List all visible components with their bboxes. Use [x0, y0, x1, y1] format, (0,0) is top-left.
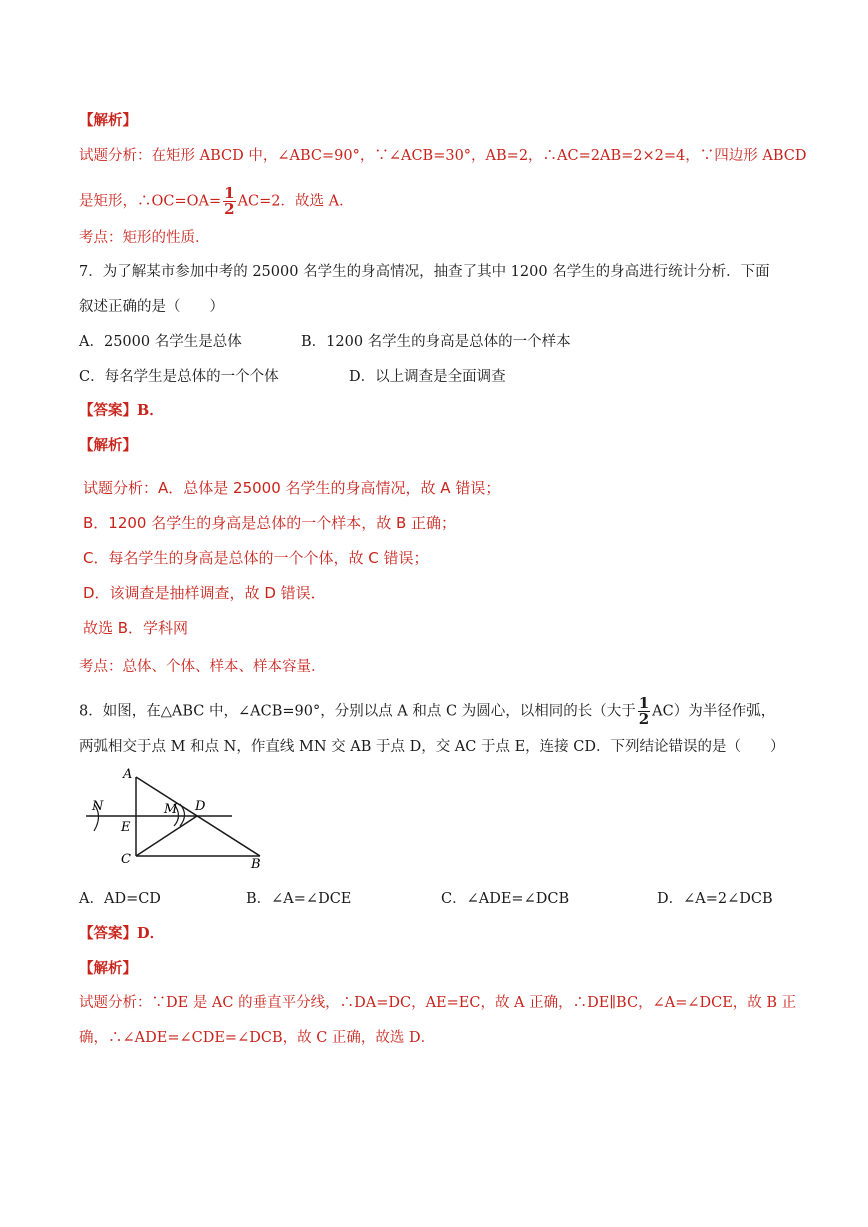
- q7-analysis-d: D．该调查是抽样调查，故 D 错误．: [83, 584, 326, 602]
- label-d: D: [195, 799, 206, 814]
- q7-analysis-b: B．1200 名学生的身高是总体的一个样本，故 B 正确；: [83, 514, 457, 532]
- q8-analysis-line1: 试题分析：∵DE 是 AC 的垂直平分线，∴DA=DC，AE=EC，故 A 正确，∴DE∥BC，∠A=∠DCE，故 B 正: [79, 995, 797, 1011]
- label-b: B: [251, 857, 261, 872]
- q6-kaodian: 考点：矩形的性质．: [79, 230, 210, 246]
- q8-answer: 【答案】D．: [79, 925, 165, 942]
- q7-analysis-conclusion: 故选 B．学科网: [83, 619, 189, 637]
- q8-fraction: [638, 696, 650, 727]
- q7-option-a: A．25000 名学生是总体: [79, 334, 242, 350]
- q7-option-d: D．以上调查是全面调查: [349, 369, 506, 385]
- q6-line2-pre: 是矩形，∴OC=OA=: [79, 193, 222, 210]
- q6-analysis-line1: 试题分析：在矩形 ABCD 中，∠ABC=90°，∵∠ACB=30°，AB=2，∴AC=2AB=2×2=4，∵四边形 ABCD: [79, 148, 807, 164]
- q8-analysis-tag: 【解析】: [79, 960, 137, 977]
- q6-frac-den: 2: [224, 200, 235, 218]
- q6-analysis-tag: 【解析】: [79, 112, 137, 129]
- q7-option-b: B．1200 名学生的身高是总体的一个样本: [301, 334, 571, 350]
- q7-analysis-a: 试题分析：A．总体是 25000 名学生的身高情况，故 A 错误；: [83, 479, 501, 497]
- label-e: E: [121, 820, 131, 835]
- label-m: M: [164, 802, 178, 817]
- q7-stem-line2: 叙述正确的是（ ）: [79, 299, 224, 315]
- segment-cd: [136, 816, 197, 856]
- q6-line2-post: AC=2．故选 A．: [237, 193, 354, 210]
- q6-fraction: [223, 186, 235, 217]
- q8-option-c: C．∠ADE=∠DCB: [441, 891, 570, 907]
- q8-stem-line1: [79, 696, 775, 727]
- q8-stem-pre: 8．如图，在△ABC 中，∠ACB=90°，分别以点 A 和点 C 为圆心，以相同的长（大于: [79, 703, 636, 720]
- q7-stem-line1: 7．为了解某市参加中考的 25000 名学生的身高情况，抽查了其中 1200 名学生的身高进行统计分析．下面: [79, 264, 770, 280]
- label-a: A: [123, 767, 133, 782]
- q8-option-b: B．∠A=∠DCE: [246, 891, 352, 907]
- q8-analysis-line2: 确，∴∠ADE=∠CDE=∠DCB，故 C 正确，故选 D．: [79, 1030, 436, 1046]
- q8-frac-num: 1: [638, 694, 650, 712]
- q7-option-c: C．每名学生是总体的一个个体: [79, 369, 279, 385]
- q8-option-d: D．∠A=2∠DCB: [657, 891, 773, 907]
- q6-analysis-line2: [79, 186, 354, 217]
- q7-analysis-c: C．每名学生的身高是总体的一个个体，故 C 错误；: [83, 549, 429, 567]
- q8-stem-line2: 两弧相交于点 M 和点 N，作直线 MN 交 AB 于点 D，交 AC 于点 E，连接 CD．下列结论错误的是（ ）: [79, 739, 785, 755]
- q7-analysis-tag: 【解析】: [79, 437, 137, 454]
- q8-option-a: A．AD=CD: [79, 891, 161, 907]
- label-n: N: [92, 799, 104, 814]
- q8-geometry-figure: [80, 760, 270, 872]
- label-c: C: [121, 852, 131, 867]
- q8-frac-den: 2: [638, 710, 650, 728]
- q7-answer: 【答案】B．: [79, 402, 164, 419]
- q7-kaodian: 考点：总体、个体、样本、样本容量．: [79, 659, 326, 675]
- q8-stem-post: AC）为半径作弧，: [652, 703, 776, 720]
- q6-frac-num: 1: [224, 184, 235, 202]
